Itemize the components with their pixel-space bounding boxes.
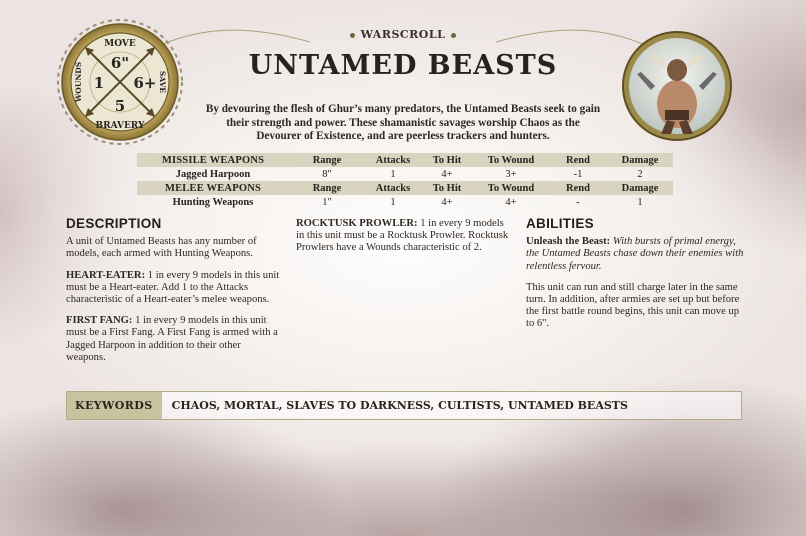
header-attacks: Attacks: [365, 181, 421, 195]
missile-weapons-heading: MISSILE WEAPONS: [137, 153, 289, 167]
header-to-hit: To Hit: [421, 153, 473, 167]
keywords-bar: [66, 391, 742, 420]
stats-wheel: [56, 18, 184, 146]
weapon-to-hit: 4+: [441, 196, 453, 208]
rocktusk-text: 1 in every 9 models in this unit must be a Rocktusk Prowler. Rocktusk Prowlers have a Wounds characteristic of 2.: [296, 218, 509, 254]
header-to-wound: To Wound: [473, 181, 549, 195]
bravery-label: BRAVERY: [95, 121, 145, 131]
header-rend: Rend: [549, 153, 607, 167]
weapon-damage: 2: [637, 168, 643, 180]
weapon-damage: 1: [637, 196, 643, 208]
melee-weapons-header-row: [137, 181, 673, 195]
ability-flavour: With bursts of primal energy, the Untamed Beasts chase down their enemies with relentless fervour.: [526, 236, 744, 272]
move-value: 6": [110, 54, 130, 72]
wounds-value: 1: [93, 74, 105, 92]
description-heading: DESCRIPTION: [66, 216, 162, 231]
heart-eater-title: HEART-EATER:: [66, 269, 146, 281]
heart-eater-paragraph: [66, 270, 280, 307]
weapon-name: Jagged Harpoon: [175, 168, 251, 180]
bravery-value: 5: [114, 97, 126, 115]
header-to-wound: To Wound: [473, 153, 549, 167]
weapon-to-wound: 3+: [505, 168, 517, 180]
abilities-heading: ABILITIES: [526, 216, 594, 231]
save-label: SAVE: [158, 70, 167, 94]
header-damage: Damage: [607, 153, 673, 167]
description-column: [66, 218, 280, 373]
description-column-continued: [296, 218, 511, 264]
description-intro: A unit of Untamed Beasts has any number of models, each armed with Hunting Weapons.: [66, 236, 257, 260]
header-damage: Damage: [607, 181, 673, 195]
lore-text: By devouring the flesh of Ghur’s many predators, the Untamed Beasts seek to gain their strength and power. These shamanistic savages worship Chaos as the Devourer of Existence, and are peerless trackers and hunters.: [205, 103, 601, 143]
melee-weapons-heading: MELEE WEAPONS: [137, 181, 289, 195]
weapons-table: [137, 153, 673, 209]
header-rend: Rend: [549, 181, 607, 195]
header-range: Range: [289, 153, 365, 167]
weapon-rend: -: [576, 196, 580, 208]
rocktusk-paragraph: [296, 218, 511, 255]
missile-weapons-header-row: [137, 153, 673, 167]
header-attacks: Attacks: [365, 153, 421, 167]
weapon-range: 8": [322, 168, 332, 180]
abilities-column: [526, 218, 744, 340]
weapon-attacks: 1: [390, 168, 396, 180]
first-fang-text: 1 in every 9 models in this unit must be a First Fang. A First Fang is armed with a Jagged Harpoon in addition to their other weapons.: [66, 315, 278, 363]
unit-portrait: [621, 30, 733, 142]
first-fang-title: FIRST FANG:: [66, 315, 133, 327]
weapon-attacks: 1: [390, 196, 396, 208]
header-to-hit: To Hit: [421, 181, 473, 195]
rocktusk-title: ROCKTUSK PROWLER:: [296, 218, 418, 229]
ability-rule: This unit can run and still charge later in the same turn. In addition, after armies are set up but before the first battle round begins, this unit can move up to 6".: [526, 281, 740, 330]
weapon-name: Hunting Weapons: [172, 196, 254, 208]
page-title: UNTAMED BEASTS: [248, 50, 558, 81]
weapon-to-wound: 4+: [505, 196, 517, 208]
weapon-rend: -1: [573, 168, 583, 180]
heart-eater-text: 1 in every 9 models in this unit must be a Heart-eater. Add 1 to the Attacks characteristic of a Heart-eater’s melee weapons.: [66, 269, 280, 306]
warscroll-text: WARSCROLL: [360, 28, 446, 41]
header-range: Range: [289, 181, 365, 195]
weapon-range: 1": [322, 196, 332, 208]
first-fang-paragraph: [66, 315, 280, 364]
move-label: MOVE: [104, 39, 136, 49]
weapon-to-hit: 4+: [441, 168, 453, 180]
table-row: [137, 195, 673, 209]
save-value: 6+: [133, 74, 157, 92]
wounds-label: WOUNDS: [74, 61, 83, 103]
keywords-values: CHAOS, MORTAL, SLAVES TO DARKNESS, CULTISTS, UNTAMED BEASTS: [171, 399, 628, 412]
ability-paragraph: [526, 236, 744, 273]
table-row: [137, 167, 673, 181]
keywords-label: KEYWORDS: [67, 392, 162, 419]
ability-title: Unleash the Beast:: [526, 236, 611, 248]
